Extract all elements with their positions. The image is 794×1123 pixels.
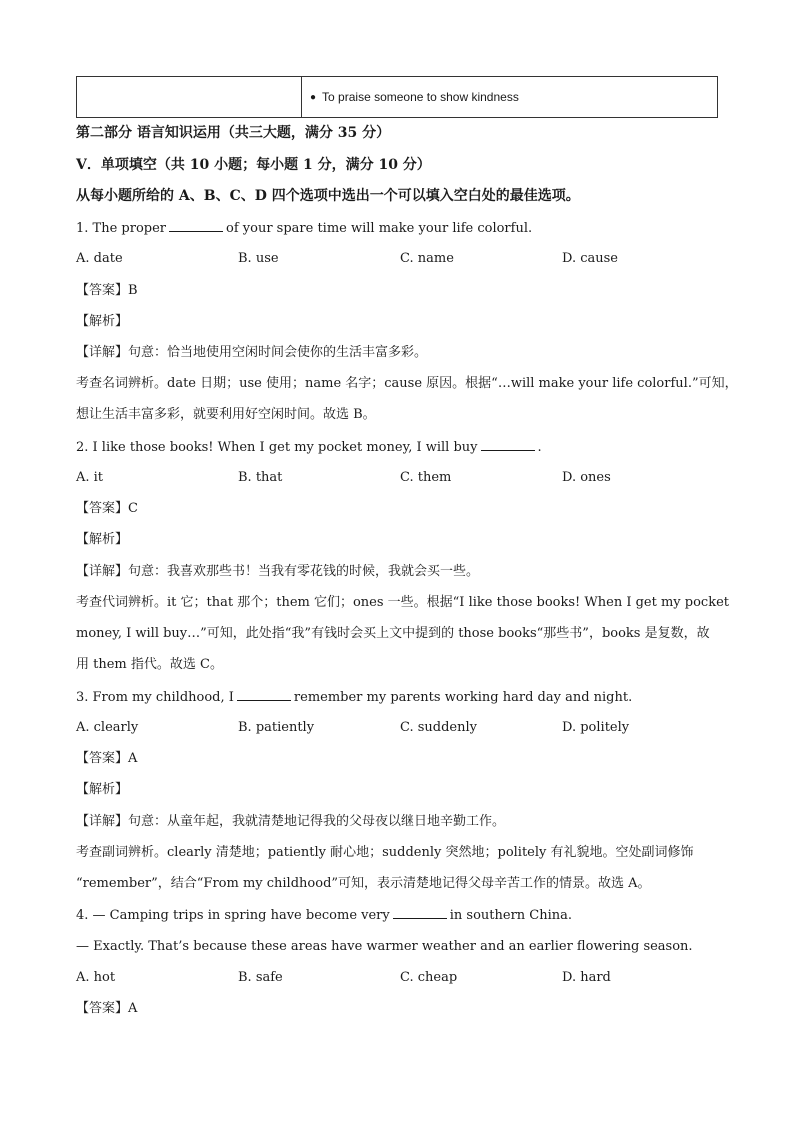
option-b: B. use: [238, 251, 279, 266]
option-a: A. clearly: [76, 720, 139, 735]
table-cell: [302, 77, 717, 117]
option-b: B. safe: [238, 970, 283, 985]
explain-text: 考查副词辨析。clearly 清楚地；patiently 耐心地；suddenly 突然地；politely 有礼貌地。空处副词修饰: [76, 845, 694, 860]
option-d: D. cause: [562, 251, 618, 266]
instruction: 从每小题所给的 A、B、C、D 四个选项中选出一个可以填入空白处的最佳选项。: [76, 188, 580, 204]
option-c: C. them: [400, 470, 452, 485]
table-row: [76, 76, 718, 118]
table-cell-text: To praise someone to show kindness: [322, 90, 519, 104]
answer-blank: [481, 438, 535, 451]
option-c: C. suddenly: [400, 720, 478, 735]
answer-blank: [393, 906, 447, 919]
answer-blank: [237, 688, 291, 701]
option-d: D. politely: [562, 720, 630, 735]
document-page: [76, 76, 718, 118]
option-b: B. that: [238, 470, 283, 485]
explain-text: 用 them 指代。故选 C。: [76, 657, 223, 672]
option-b: B. patiently: [238, 720, 315, 735]
section-title: V．单项填空（共 10 小题；每小题 1 分，满分 10 分）: [76, 157, 431, 173]
answer-blank: [169, 219, 223, 232]
option-a: A. it: [76, 470, 104, 485]
option-a: A. date: [76, 251, 123, 266]
explain-text: 想让生活丰富多彩，就要利用好空闲时间。故选 B。: [76, 407, 376, 422]
question-stem: 2. I like those books! When I get my pocket money, I will buy .: [76, 440, 542, 455]
answer-label: 【答案】A: [76, 1001, 138, 1016]
answer-label: 【答案】A: [76, 751, 138, 766]
explain-text: “remember”，结合“From my childhood”可知，表示清楚地记得父母辛苦工作的情景。故选 A。: [76, 876, 651, 891]
bullet-icon: ●: [310, 91, 317, 103]
detail-text: 【详解】句意：从童年起，我就清楚地记得我的父母夜以继日地辛勤工作。: [76, 814, 506, 829]
option-d: D. ones: [562, 470, 611, 485]
explain-text: 考查代词辨析。it 它；that 那个；them 它们；ones 一些。根据“I like those books! When I get my pocket: [76, 595, 729, 610]
explain-text: 考查名词辨析。date 日期；use 使用；name 名字；cause 原因。根据“…will make your life colorful.”可知，: [76, 376, 738, 391]
detail-text: 【详解】句意：我喜欢那些书！当我有零花钱的时候，我就会买一些。: [76, 564, 480, 579]
table-cell-empty: [77, 77, 302, 117]
explain-text: money, I will buy…”可知，此处指“我”有钱时会买上文中提到的 those books“那些书”，books 是复数，故: [76, 626, 710, 641]
question-stem: 3. From my childhood, I remember my parents working hard day and night.: [76, 690, 633, 705]
option-c: C. cheap: [400, 970, 458, 985]
analysis-label: 【解析】: [76, 314, 129, 329]
analysis-label: 【解析】: [76, 532, 129, 547]
option-a: A. hot: [76, 970, 116, 985]
part-title: 第二部分 语言知识运用（共三大题，满分 35 分）: [76, 125, 391, 141]
answer-label: 【答案】C: [76, 501, 138, 516]
answer-label: 【答案】B: [76, 283, 138, 298]
option-c: C. name: [400, 251, 454, 266]
dialogue-reply: — Exactly. That’s because these areas have warmer weather and an earlier flowering season.: [76, 939, 693, 954]
analysis-label: 【解析】: [76, 782, 129, 797]
question-stem: 1. The proper of your spare time will make your life colorful.: [76, 221, 533, 236]
option-d: D. hard: [562, 970, 611, 985]
detail-text: 【详解】句意：恰当地使用空闲时间会使你的生活丰富多彩。: [76, 345, 428, 360]
question-stem: 4. — Camping trips in spring have become very in southern China.: [76, 908, 573, 923]
